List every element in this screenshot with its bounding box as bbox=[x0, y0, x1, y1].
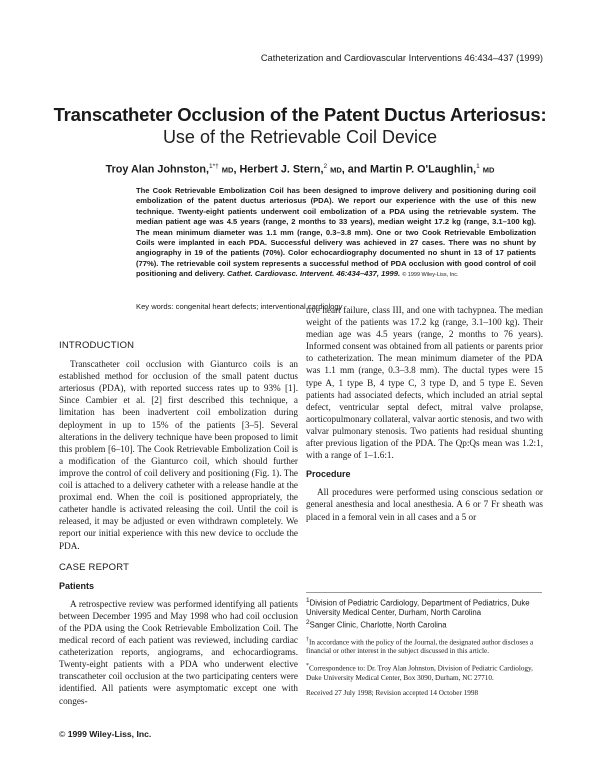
author-degree: MD bbox=[482, 165, 495, 175]
author-affiliation-mark: 2 bbox=[323, 163, 328, 170]
correspondence-footnote: *Correspondence to: Dr. Troy Alan Johnston, Division of Pediatric Cardiology, Duke University Medical Center, Box 3090, Durham, NC 27710. bbox=[306, 663, 533, 683]
patients-paragraph: A retrospective review was performed identifying all patients between December 1995 and May 1998 who had coil occlusion of the PDA using the Cook Retrievable Embolization Coil. The medical record of each patient was reviewed, including cardiac catheterization reports, angiograms, and echocardiograms. Twenty-eight patients with a PDA who underwent elective transcatheter coil occlusion at the two participating centers were identified. All patients were asymptomatic except one with conges- bbox=[59, 598, 298, 706]
article-title: Transcatheter Occlusion of the Patent Ductus Arteriosus: bbox=[53, 104, 547, 125]
affiliations bbox=[306, 596, 546, 630]
section-heading-case-report: CASE REPORT bbox=[59, 561, 130, 573]
intro-paragraph: Transcatheter coil occlusion with Gianturco coils is an established method for occlusion of the small patent ductus arteriosus (PDA), with reported success rates up to 93% [1]. Since Cambier et al. [2] first described this technique, a limitation has been inadvertent coil embolization during deployment in up to 15% of the patients [3–5]. Several alterations in the delivery technique have been proposed to limit this problem [6–10]. The Cook Retrievable Embolization Coil is a modification of the Gianturco coil, which should further improve the control of coil delivery and positioning (Fig. 1). The coil is attached to a delivery catheter with a release handle at the proximal end. When the coil is positioned appropriately, the catheter handle is activated releasing the coil. Until the coil is released, it may be adjusted or even withdrawn completely. We report our initial experience with this new device to occlude the PDA. bbox=[59, 359, 298, 551]
footnote-divider bbox=[306, 592, 542, 593]
keywords: Key words: congenital heart defects; interventional cardiology bbox=[136, 302, 343, 311]
copyright-text: 1999 Wiley-Liss, Inc. bbox=[67, 729, 152, 739]
right-column bbox=[306, 304, 543, 523]
author-degree: MD bbox=[330, 165, 342, 175]
abstract-copyright: © 1999 Wiley-Liss, Inc. bbox=[402, 272, 459, 279]
journal-citation: Catheterization and Cardiovascular Interventions 46:434–437 (1999) bbox=[260, 53, 543, 63]
procedure-paragraph: All procedures were performed using conscious sedation or general anesthesia and local anesthesia. A 6 or 7 Fr sheath was placed in a femoral vein in all cases and a 5 or bbox=[306, 487, 543, 522]
footnotes bbox=[306, 596, 546, 698]
received-date: Received 27 July 1998; Revision accepted 14 October 1998 bbox=[306, 689, 479, 698]
abstract-text: The Cook Retrievable Embolization Coil has been designed to improve delivery and positioning during coil embolization of the patent ductus arteriosus (PDA). We report our experience with the use of this new technique. Twenty-eight patients underwent coil embolization of a PDA using the retrievable system. The median patient age was 4.5 years (range, 2 months to 33 years), median weight 17.2 kg (range, 3.1–100 kg). The mean minimum diameter was 1.1 mm (range, 0.3–3.8 mm). One or two Cook Retrievable Embolization Coils were implanted in each PDA. Successful delivery was achieved in 27 cases. There was no shunt by angiography in 19 of the patients (70%). Color echocardiography documented no shunt in 13 of 17 patients (77%). The retrievable coil system represents a successful method of PDA occlusion with good control of coil positioning and delivery. bbox=[136, 186, 536, 279]
article-subtitle: Use of the Retrievable Coil Device bbox=[162, 127, 438, 147]
author-name: and Martin P. O'Laughlin, bbox=[347, 163, 477, 176]
author-degree: MD bbox=[221, 165, 234, 175]
disclosure-footnote: †In accordance with the policy of the Journal, the designated author discloses a financial or other interest in the subject discussed in this article. bbox=[306, 636, 534, 656]
author-affiliation-mark: 1 bbox=[476, 163, 480, 170]
copyright-symbol: © bbox=[59, 729, 66, 739]
section-heading-introduction: INTRODUCTION bbox=[59, 340, 135, 351]
patients-paragraph-continued: tive heart failure, class III, and one with tachypnea. The median weight of the patients was 17.2 kg (range, 3.1–100 kg). Their median age was 4.5 years (range, 2 months to 76 years). Informed consent was obtained from all patients or parents prior to catheterization. The mean minimum diameter of the PDA was 1.1 mm (range, 0.3–3.8 mm). The ductal types were 15 type A, 1 type B, 4 type C, 3 type D, and 5 type E. Seven patients had associated defects, which included an atrial septal defect, ventricular septal defect, mitral valve prolapse, aorticopulmonary collateral, valvar aortic stenosis, and two with valvar pulmonary stenosis. Two patients had residual shunting after previous ligation of the PDA. The Qp:Qs mean was 1.2:1, with a range of 1–1.6:1. bbox=[306, 305, 543, 461]
abstract bbox=[136, 186, 536, 281]
author-name: Herbert J. Stern, bbox=[239, 163, 324, 176]
affiliation-2: $^2$Sanger Clinic, Charlotte, North Carolina bbox=[306, 618, 447, 630]
author-name: Troy Alan Johnston, bbox=[105, 163, 209, 176]
author-list: Troy Alan Johnston,$^{1*\dagger}$ MD, Herbert J. Stern,$^2$ MD, and Martin P. O'Laughlin,$^1$ MD bbox=[105, 163, 495, 176]
affiliation-1: $^1$Division of Pediatric Cardiology, Department of Pediatrics, Duke University Medical Center, Durham, North Carolina bbox=[306, 597, 530, 618]
subsection-heading-procedure: Procedure bbox=[306, 469, 351, 480]
left-column bbox=[59, 340, 298, 707]
abstract-citation: Cathet. Cardiovasc. Intervent. 46:434–437, 1999. bbox=[227, 269, 401, 279]
subsection-heading-patients: Patients bbox=[59, 580, 95, 591]
case-report-section bbox=[59, 562, 298, 707]
author-affiliation-mark: 1*† bbox=[209, 163, 219, 170]
publisher-copyright bbox=[59, 729, 151, 739]
